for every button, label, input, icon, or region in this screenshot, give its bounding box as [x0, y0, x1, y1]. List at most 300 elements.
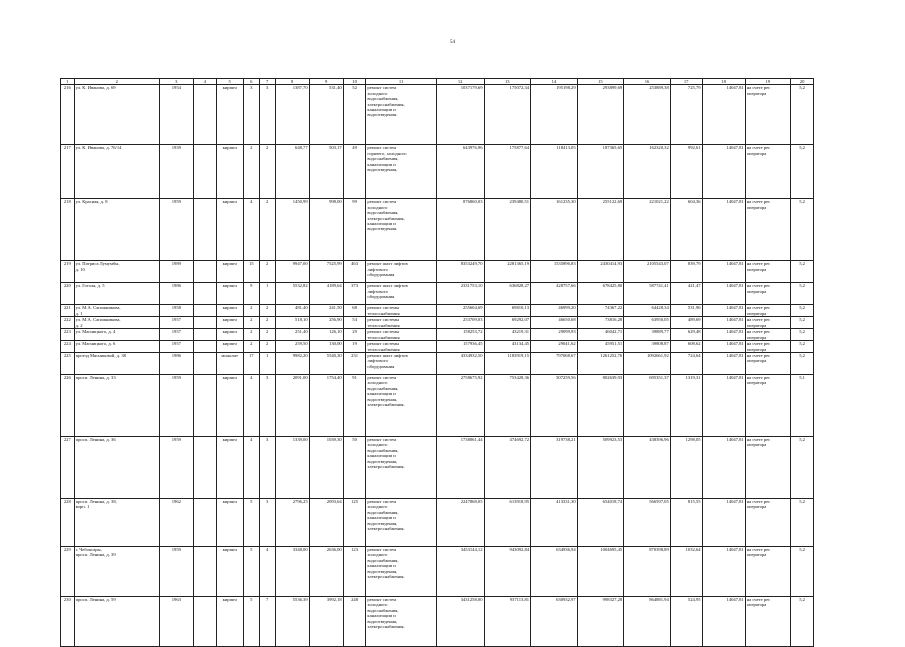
cost-share-15-cell: 73816,28: [577, 317, 624, 329]
work-type-cell: ремонт шахт лифтов лифтового оборудования: [366, 283, 436, 305]
planned-year-cell: 5,2: [791, 317, 814, 329]
row-number-cell: 223: [61, 329, 75, 341]
total-cost-cell: 3431258,00: [436, 597, 484, 647]
entrances-cell: 2: [259, 317, 275, 329]
entrances-cell: 2: [259, 329, 275, 341]
cost-share-13-cell: 636828,27: [484, 283, 531, 305]
residents-cell: 231: [343, 353, 366, 375]
table-row: [61, 317, 814, 329]
floors-cell: 2: [243, 341, 259, 353]
floors-cell: 17: [243, 353, 259, 375]
total-area-cell: 2091,00: [275, 375, 309, 437]
max-unit-cost-cell: 14047,81: [702, 375, 745, 437]
living-area-cell: 503,17: [309, 145, 343, 199]
address-cell: ул. Магницкого, д. 4: [74, 329, 159, 341]
work-type-cell: ремонт шахт лифтов лифтового оборудования: [366, 261, 436, 283]
planned-year-cell: 5,2: [791, 305, 814, 317]
cost-share-16-cell: 438396,96: [624, 437, 671, 499]
cost-share-15-cell: 255122,69: [577, 199, 624, 261]
wall-material-cell: кирпич: [216, 341, 243, 353]
cost-share-13-cell: 239480,51: [484, 199, 531, 261]
cost-share-14-cell: 1535896,83: [531, 261, 578, 283]
total-cost-cell: 4334932,50: [436, 353, 484, 375]
floors-cell: 5: [243, 547, 259, 597]
column-number: 4: [193, 79, 216, 85]
planned-year-cell: 5,2: [791, 499, 814, 547]
fund-method-cell: на счете рег. оператора: [745, 145, 790, 199]
column-number: 3: [159, 79, 193, 85]
unit-cost-cell: 604,36: [670, 199, 702, 261]
column-number: 2: [74, 79, 159, 85]
total-cost-cell: 2247868,05: [436, 499, 484, 547]
cost-share-15-cell: 187365,65: [577, 145, 624, 199]
cost-share-16-cell: 221021,22: [624, 199, 671, 261]
table-row: [61, 353, 814, 375]
year-renovated-cell: [193, 261, 216, 283]
column-number: 5: [216, 79, 243, 85]
floors-cell: 3: [243, 85, 259, 145]
cost-share-14-cell: 46650,68: [531, 317, 578, 329]
floors-cell: 5: [243, 499, 259, 547]
wall-material-cell: кирпич: [216, 547, 243, 597]
floors-cell: 2: [243, 329, 259, 341]
unit-cost-cell: 992,61: [670, 145, 702, 199]
total-cost-cell: 253709,03: [436, 317, 484, 329]
row-number-cell: 216: [61, 85, 75, 145]
residents-cell: 125: [343, 499, 366, 547]
unit-cost-cell: 1319,31: [670, 375, 702, 437]
cost-share-14-cell: 797068,67: [531, 353, 578, 375]
row-number-cell: 219: [61, 261, 75, 283]
year-renovated-cell: [193, 145, 216, 199]
year-built-cell: 1986: [159, 353, 193, 375]
table-row: [61, 437, 814, 499]
cost-share-13-cell: 1183919,15: [484, 353, 531, 375]
cost-share-15-cell: 678425,80: [577, 283, 624, 305]
table-row: [61, 499, 814, 547]
max-unit-cost-cell: 14047,81: [702, 283, 745, 305]
column-number: 1: [61, 79, 75, 85]
entrances-cell: 2: [259, 261, 275, 283]
row-number-cell: 229: [61, 547, 75, 597]
fund-method-cell: на счете рег. оператора: [745, 261, 790, 283]
total-cost-cell: 1037179,69: [436, 85, 484, 145]
living-area-cell: 2636,00: [309, 547, 343, 597]
table-row: [61, 283, 814, 305]
year-renovated-cell: [193, 499, 216, 547]
entrances-cell: 7: [259, 597, 275, 647]
table-row: [61, 261, 814, 283]
work-type-cell: ремонт системы теплоснабжения: [366, 329, 436, 341]
total-cost-cell: 158253,72: [436, 329, 484, 341]
total-cost-cell: 255604,69: [436, 305, 484, 317]
floors-cell: 2: [243, 317, 259, 329]
wall-material-cell: кирпич: [216, 597, 243, 647]
fund-method-cell: на счете рег. оператора: [745, 317, 790, 329]
total-area-cell: 3348,00: [275, 547, 309, 597]
max-unit-cost-cell: 14047,81: [702, 437, 745, 499]
cost-share-15-cell: 45951,51: [577, 341, 624, 353]
work-type-cell: ремонт систем холодного водоснабжения, канализации и водоотведения, электроснабжения.: [366, 547, 436, 597]
year-renovated-cell: [193, 375, 216, 437]
max-unit-cost-cell: 14047,81: [702, 317, 745, 329]
floors-cell: 2: [243, 305, 259, 317]
year-built-cell: 1986: [159, 283, 193, 305]
address-cell: ул. Магницкого, д. 6: [74, 341, 159, 353]
living-area-cell: 130,00: [309, 341, 343, 353]
cost-share-14-cell: 29041,62: [531, 341, 578, 353]
total-cost-cell: 2331753,10: [436, 283, 484, 305]
work-type-cell: ремонт систем холодного водоснабжения, канализации и водоотведения, электроснабжения.: [366, 499, 436, 547]
table-row: [61, 85, 814, 145]
table-row: [61, 341, 814, 353]
cost-share-15-cell: 293899,69: [577, 85, 624, 145]
column-number: 6: [243, 79, 259, 85]
row-number-cell: 228: [61, 499, 75, 547]
table-row: [61, 145, 814, 199]
living-area-cell: 2093,64: [309, 499, 343, 547]
address-cell: просп. Ленина, д. 59: [74, 597, 159, 647]
cost-share-14-cell: 507259,56: [531, 375, 578, 437]
planned-year-cell: 5,2: [791, 329, 814, 341]
year-renovated-cell: [193, 199, 216, 261]
address-cell: просп. Ленина, д. 36: [74, 437, 159, 499]
planned-year-cell: 5,1: [791, 375, 814, 437]
max-unit-cost-cell: 14047,81: [702, 145, 745, 199]
wall-material-cell: кирпич: [216, 499, 243, 547]
fund-method-cell: на счете рег. оператора: [745, 375, 790, 437]
year-built-cell: 1957: [159, 317, 193, 329]
address-cell: проезд Мясниковой, д. 38: [74, 353, 159, 375]
living-area-cell: 241,50: [309, 305, 343, 317]
living-area-cell: 998,00: [309, 199, 343, 261]
address-cell: ул. Красная, д. 8: [74, 199, 159, 261]
entrances-cell: 3: [259, 375, 275, 437]
cost-share-15-cell: 802639,93: [577, 375, 624, 437]
column-number: 16: [624, 79, 671, 85]
year-built-cell: 1958: [159, 305, 193, 317]
year-built-cell: 1959: [159, 437, 193, 499]
column-number: 15: [577, 79, 624, 85]
cost-share-13-cell: 937113,81: [484, 597, 531, 647]
cost-share-13-cell: 753428,36: [484, 375, 531, 437]
year-built-cell: 1959: [159, 375, 193, 437]
wall-material-cell: кирпич: [216, 437, 243, 499]
total-area-cell: 518,10: [275, 317, 309, 329]
row-number-cell: 227: [61, 437, 75, 499]
work-type-cell: ремонт систем холодного водоснабжения, электроснабжения, канализации и водоотведения.: [366, 85, 436, 145]
unit-cost-cell: 724,64: [670, 353, 702, 375]
entrances-cell: 1: [259, 283, 275, 305]
work-type-cell: ремонт системы теплоснабжения: [366, 305, 436, 317]
floors-cell: 2: [243, 145, 259, 199]
cost-share-14-cell: 46999,20: [531, 305, 578, 317]
fund-method-cell: на счете рег. оператора: [745, 199, 790, 261]
year-built-cell: 1959: [159, 199, 193, 261]
floors-cell: 9: [243, 283, 259, 305]
fund-method-cell: на счете рег. оператора: [745, 305, 790, 317]
total-area-cell: 9947,00: [275, 261, 309, 283]
unit-cost-cell: 839,79: [670, 261, 702, 283]
planned-year-cell: 5,2: [791, 283, 814, 305]
total-area-cell: 251,40: [275, 329, 309, 341]
cost-share-13-cell: 43134,45: [484, 341, 531, 353]
year-renovated-cell: [193, 353, 216, 375]
fund-method-cell: на счете рег. оператора: [745, 283, 790, 305]
row-number-cell: 218: [61, 199, 75, 261]
entrances-cell: 3: [259, 437, 275, 499]
fund-method-cell: на счете рег. оператора: [745, 353, 790, 375]
max-unit-cost-cell: 14047,81: [702, 499, 745, 547]
total-cost-cell: 157936,45: [436, 341, 484, 353]
column-number: 18: [702, 79, 745, 85]
cost-share-14-cell: 319738,21: [531, 437, 578, 499]
fund-method-cell: на счете рег. оператора: [745, 547, 790, 597]
total-cost-cell: 8353249,70: [436, 261, 484, 283]
living-area-cell: 1754,40: [309, 375, 343, 437]
living-area-cell: 4189,64: [309, 283, 343, 305]
year-built-cell: 1963: [159, 597, 193, 647]
wall-material-cell: кирпич: [216, 317, 243, 329]
row-number-cell: 225: [61, 353, 75, 375]
planned-year-cell: 5,2: [791, 437, 814, 499]
unit-cost-cell: 608,62: [670, 341, 702, 353]
year-built-cell: 1959: [159, 547, 193, 597]
wall-material-cell: кирпич: [216, 145, 243, 199]
floors-cell: 4: [243, 437, 259, 499]
total-area-cell: 1450,99: [275, 199, 309, 261]
entrances-cell: 1: [259, 353, 275, 375]
page-number: 54: [450, 40, 455, 45]
living-area-cell: 256,90: [309, 317, 343, 329]
floors-cell: 4: [243, 199, 259, 261]
living-area-cell: 5540,30: [309, 353, 343, 375]
entrances-cell: 2: [259, 305, 275, 317]
year-renovated-cell: [193, 437, 216, 499]
unit-cost-cell: 489,69: [670, 317, 702, 329]
year-built-cell: 1954: [159, 85, 193, 145]
residents-cell: 91: [343, 375, 366, 437]
total-area-cell: 648,77: [275, 145, 309, 199]
year-renovated-cell: [193, 305, 216, 317]
total-cost-cell: 643976,96: [436, 145, 484, 199]
cost-share-16-cell: 870398,89: [624, 547, 671, 597]
capital-repair-table: [60, 78, 814, 647]
max-unit-cost-cell: 14047,81: [702, 199, 745, 261]
year-built-cell: 1957: [159, 341, 193, 353]
total-area-cell: 1339,00: [275, 437, 309, 499]
column-number: 14: [531, 79, 578, 85]
table-row: [61, 547, 814, 597]
living-area-cell: 1039,30: [309, 437, 343, 499]
planned-year-cell: 5,2: [791, 353, 814, 375]
year-renovated-cell: [193, 329, 216, 341]
planned-year-cell: 5,2: [791, 261, 814, 283]
column-number: 20: [791, 79, 814, 85]
column-number: 7: [259, 79, 275, 85]
cost-share-13-cell: 43219,31: [484, 329, 531, 341]
cost-share-15-cell: 509923,53: [577, 437, 624, 499]
cost-share-15-cell: 1261252,76: [577, 353, 624, 375]
year-built-cell: 1962: [159, 499, 193, 547]
total-cost-cell: 2758675,92: [436, 375, 484, 437]
total-area-cell: 5532,82: [275, 283, 309, 305]
table-row: [61, 375, 814, 437]
table-row: [61, 597, 814, 647]
total-area-cell: 9982,20: [275, 353, 309, 375]
row-number-cell: 217: [61, 145, 75, 199]
work-type-cell: ремонт системы теплоснабжения: [366, 317, 436, 329]
entrances-cell: 4: [259, 547, 275, 597]
living-area-cell: 7525,99: [309, 261, 343, 283]
cost-share-13-cell: 69810,13: [484, 305, 531, 317]
max-unit-cost-cell: 14047,81: [702, 341, 745, 353]
max-unit-cost-cell: 14047,81: [702, 597, 745, 647]
entrances-cell: 3: [259, 85, 275, 145]
wall-material-cell: кирпич: [216, 329, 243, 341]
cost-share-13-cell: 943092,84: [484, 547, 531, 597]
wall-material-cell: кирпич: [216, 199, 243, 261]
cost-share-16-cell: 253889,38: [624, 85, 671, 145]
entrances-cell: 3: [259, 499, 275, 547]
unit-cost-cell: 629,48: [670, 329, 702, 341]
unit-cost-cell: 421,47: [670, 283, 702, 305]
planned-year-cell: 5,2: [791, 341, 814, 353]
year-renovated-cell: [193, 283, 216, 305]
year-built-cell: 1939: [159, 145, 193, 199]
cost-share-14-cell: 630932,97: [531, 597, 578, 647]
total-cost-cell: 3453144,12: [436, 547, 484, 597]
max-unit-cost-cell: 14047,81: [702, 261, 745, 283]
cost-share-14-cell: 428757,66: [531, 283, 578, 305]
cost-share-16-cell: 695351,37: [624, 375, 671, 437]
cost-share-14-cell: 29099,93: [531, 329, 578, 341]
planned-year-cell: 5,2: [791, 199, 814, 261]
wall-material-cell: монолит: [216, 353, 243, 375]
floors-cell: 15: [243, 261, 259, 283]
cost-share-15-cell: 2430414,93: [577, 261, 624, 283]
max-unit-cost-cell: 14047,81: [702, 305, 745, 317]
fund-method-cell: на счете рег. оператора: [745, 597, 790, 647]
address-cell: просп. Ленина, д. 38, корп. 1: [74, 499, 159, 547]
fund-method-cell: на счете рег. оператора: [745, 85, 790, 145]
row-number-cell: 230: [61, 597, 75, 647]
cost-share-14-cell: 413331,30: [531, 499, 578, 547]
year-renovated-cell: [193, 85, 216, 145]
column-number: 9: [309, 79, 343, 85]
cost-share-13-cell: 175072,34: [484, 85, 531, 145]
cost-share-16-cell: 1092661,92: [624, 353, 671, 375]
column-number: 10: [343, 79, 366, 85]
cost-share-13-cell: 474692,72: [484, 437, 531, 499]
fund-method-cell: на счете рег. оператора: [745, 341, 790, 353]
wall-material-cell: кирпич: [216, 305, 243, 317]
year-renovated-cell: [193, 597, 216, 647]
wall-material-cell: кирпич: [216, 85, 243, 145]
living-area-cell: 531,40: [309, 85, 343, 145]
work-type-cell: ремонт системы теплоснабжения: [366, 341, 436, 353]
cost-share-16-cell: 2105543,07: [624, 261, 671, 283]
living-area-cell: 3992,18: [309, 597, 343, 647]
table-row: [61, 199, 814, 261]
unit-cost-cell: 1032,64: [670, 547, 702, 597]
cost-share-16-cell: 39808,87: [624, 341, 671, 353]
unit-cost-cell: 1298,05: [670, 437, 702, 499]
total-area-cell: 481,40: [275, 305, 309, 317]
residents-cell: 29: [343, 329, 366, 341]
planned-year-cell: 5,2: [791, 597, 814, 647]
max-unit-cost-cell: 14047,81: [702, 85, 745, 145]
column-number: 19: [745, 79, 790, 85]
planned-year-cell: 5,2: [791, 145, 814, 199]
address-cell: ул. К. Иванова, д. 69: [74, 85, 159, 145]
column-number: 17: [670, 79, 702, 85]
unit-cost-cell: 531,96: [670, 305, 702, 317]
cost-share-16-cell: 64428,34: [624, 305, 671, 317]
wall-material-cell: кирпич: [216, 261, 243, 283]
cost-share-15-cell: 654018,74: [577, 499, 624, 547]
column-number: 12: [436, 79, 484, 85]
total-area-cell: 5536,39: [275, 597, 309, 647]
total-area-cell: 259,50: [275, 341, 309, 353]
work-type-cell: ремонт систем холодного водоснабжения, канализации и водоотведения, электроснабжения.: [366, 597, 436, 647]
total-cost-cell: 1738061,44: [436, 437, 484, 499]
work-type-cell: ремонт систем холодного водоснабжения, электроснабжения, канализации и водоотведения.: [366, 199, 436, 261]
floors-cell: 4: [243, 375, 259, 437]
fund-method-cell: на счете рег. оператора: [745, 437, 790, 499]
planned-year-cell: 5,2: [791, 85, 814, 145]
address-cell: ул. М.А. Сапожникова, д. 1: [74, 305, 159, 317]
residents-cell: 373: [343, 283, 366, 305]
table-row: [61, 329, 814, 341]
wall-material-cell: кирпич: [216, 375, 243, 437]
row-number-cell: 220: [61, 283, 75, 305]
cost-share-16-cell: 63950,05: [624, 317, 671, 329]
address-cell: ул. Гоголя, д. 5: [74, 283, 159, 305]
max-unit-cost-cell: 14047,81: [702, 547, 745, 597]
cost-share-14-cell: 161235,30: [531, 199, 578, 261]
address-cell: ул. К. Иванова, д. 76/14: [74, 145, 159, 199]
cost-share-14-cell: 634936,94: [531, 547, 578, 597]
total-area-cell: 2796,25: [275, 499, 309, 547]
year-renovated-cell: [193, 341, 216, 353]
residents-cell: 19: [343, 341, 366, 353]
work-type-cell: ремонт систем горячего, холодного водоснабжения, канализации и водоотведения,: [366, 145, 436, 199]
cost-share-16-cell: 39889,77: [624, 329, 671, 341]
cost-share-14-cell: 118413,05: [531, 145, 578, 199]
year-built-cell: 1989: [159, 261, 193, 283]
work-type-cell: ремонт систем холодного водоснабжения, канализации и водоотведения, электроснабжения.: [366, 375, 436, 437]
column-number: 13: [484, 79, 531, 85]
residents-cell: 463: [343, 261, 366, 283]
cost-share-13-cell: 69292,07: [484, 317, 531, 329]
row-number-cell: 222: [61, 317, 75, 329]
address-cell: ул. М.А. Сапожникова, д. 2: [74, 317, 159, 329]
cost-share-13-cell: 175877,64: [484, 145, 531, 199]
residents-cell: 52: [343, 85, 366, 145]
cost-share-13-cell: 2281365,19: [484, 261, 531, 283]
residents-cell: 248: [343, 597, 366, 647]
cost-share-15-cell: 46042,71: [577, 329, 624, 341]
unit-cost-cell: 725,79: [670, 85, 702, 145]
residents-cell: 99: [343, 199, 366, 261]
living-area-cell: 126,10: [309, 329, 343, 341]
year-renovated-cell: [193, 317, 216, 329]
year-built-cell: 1957: [159, 329, 193, 341]
unit-cost-cell: 524,95: [670, 597, 702, 647]
residents-cell: 68: [343, 305, 366, 317]
residents-cell: 49: [343, 145, 366, 199]
